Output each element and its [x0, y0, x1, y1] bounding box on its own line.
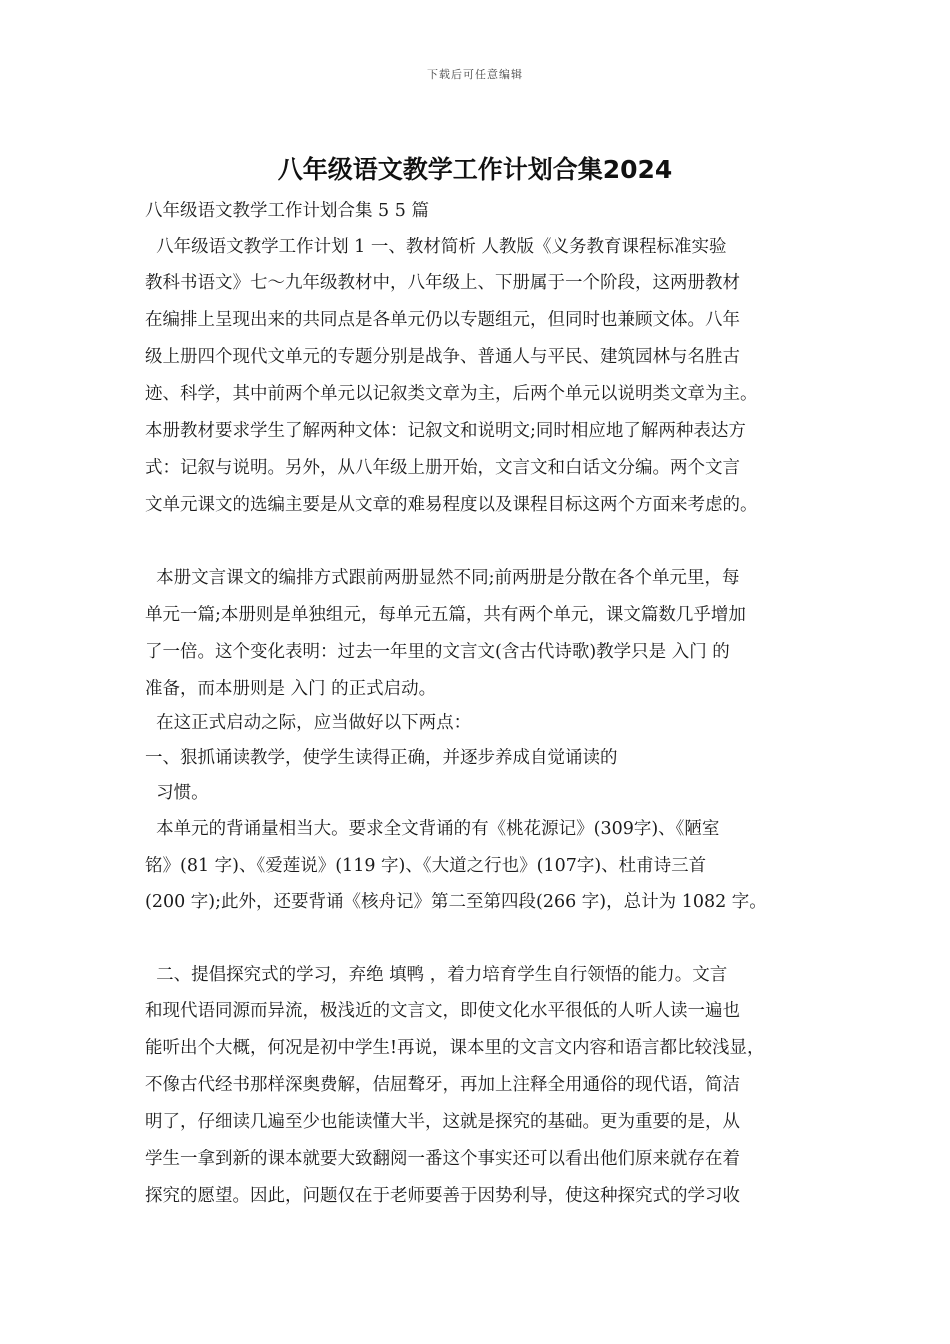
body-line: 不像古代经书那样深奥费解，佶屈聱牙，再加上注释全用通俗的现代语，简洁	[145, 1075, 740, 1095]
body-line: (200 字);此外，还要背诵《核舟记》第二至第四段(266 字)，总计为 1082 字。	[145, 892, 767, 912]
body-line: 式：记叙与说明。另外，从八年级上册开始，文言文和白话文分编。两个文言	[145, 458, 740, 478]
body-line: 迹、科学，其中前两个单元以记叙类文章为主，后两个单元以说明类文章为主。	[145, 384, 758, 404]
body-line: 学生一拿到新的课本就要大致翻阅一番这个事实还可以看出他们原来就存在着	[145, 1149, 740, 1169]
body-line: 准备，而本册则是 入门 的正式启动。	[145, 679, 437, 699]
body-line: 八年级语文教学工作计划 1 一、教材简析 人教版《义务教育课程标准实验	[145, 237, 727, 257]
body-line: 本单元的背诵量相当大。要求全文背诵的有《桃花源记》(309字)、《陋室	[145, 819, 720, 839]
body-line: 习惯。	[145, 783, 209, 803]
body-line: 明了，仔细读几遍至少也能读懂大半，这就是探究的基础。更为重要的是，从	[145, 1112, 740, 1132]
body-line: 一、狠抓诵读教学，使学生读得正确，并逐步养成自觉诵读的	[145, 748, 618, 768]
subtitle-line: 八年级语文教学工作计划合集 5 5 篇	[145, 201, 429, 221]
body-line: 探究的愿望。因此，问题仅在于老师要善于因势利导，使这种探究式的学习收	[145, 1186, 740, 1206]
body-line: 单元一篇;本册则是单独组元，每单元五篇，共有两个单元，课文篇数几乎增加	[145, 605, 746, 625]
body-line: 了一倍。这个变化表明：过去一年里的文言文(含古代诗歌)教学只是 入门 的	[145, 642, 730, 662]
body-line: 和现代语同源而异流，极浅近的文言文，即使文化水平很低的人听人读一遍也	[145, 1001, 740, 1021]
body-line: 本册教材要求学生了解两种文体：记叙文和说明文;同时相应地了解两种表达方	[145, 421, 746, 441]
body-line: 二、提倡探究式的学习，弃绝 填鸭 ，着力培育学生自行领悟的能力。文言	[145, 965, 728, 985]
body-line: 文单元课文的选编主要是从文章的难易程度以及课程目标这两个方面来考虑的。	[145, 495, 758, 515]
body-line: 能听出个大概，何况是初中学生!再说，课本里的文言文内容和语言都比较浅显，	[145, 1038, 765, 1058]
body-line: 本册文言课文的编排方式跟前两册显然不同;前两册是分散在各个单元里，每	[145, 568, 740, 588]
body-line: 在这正式启动之际，应当做好以下两点：	[145, 713, 472, 733]
body-line: 在编排上呈现出来的共同点是各单元仍以专题组元，但同时也兼顾文体。八年	[145, 310, 740, 330]
page-header: 下载后可任意编辑	[427, 68, 523, 81]
body-line: 级上册四个现代文单元的专题分别是战争、普通人与平民、建筑园林与名胜古	[145, 347, 740, 367]
body-line: 教科书语文》七～九年级教材中，八年级上、下册属于一个阶段，这两册教材	[145, 273, 740, 293]
body-line: 铭》(81 字)、《爱莲说》(119 字)、《大道之行也》(107字)、杜甫诗三首	[145, 856, 707, 876]
document-title: 八年级语文教学工作计划合集2024	[277, 155, 673, 184]
